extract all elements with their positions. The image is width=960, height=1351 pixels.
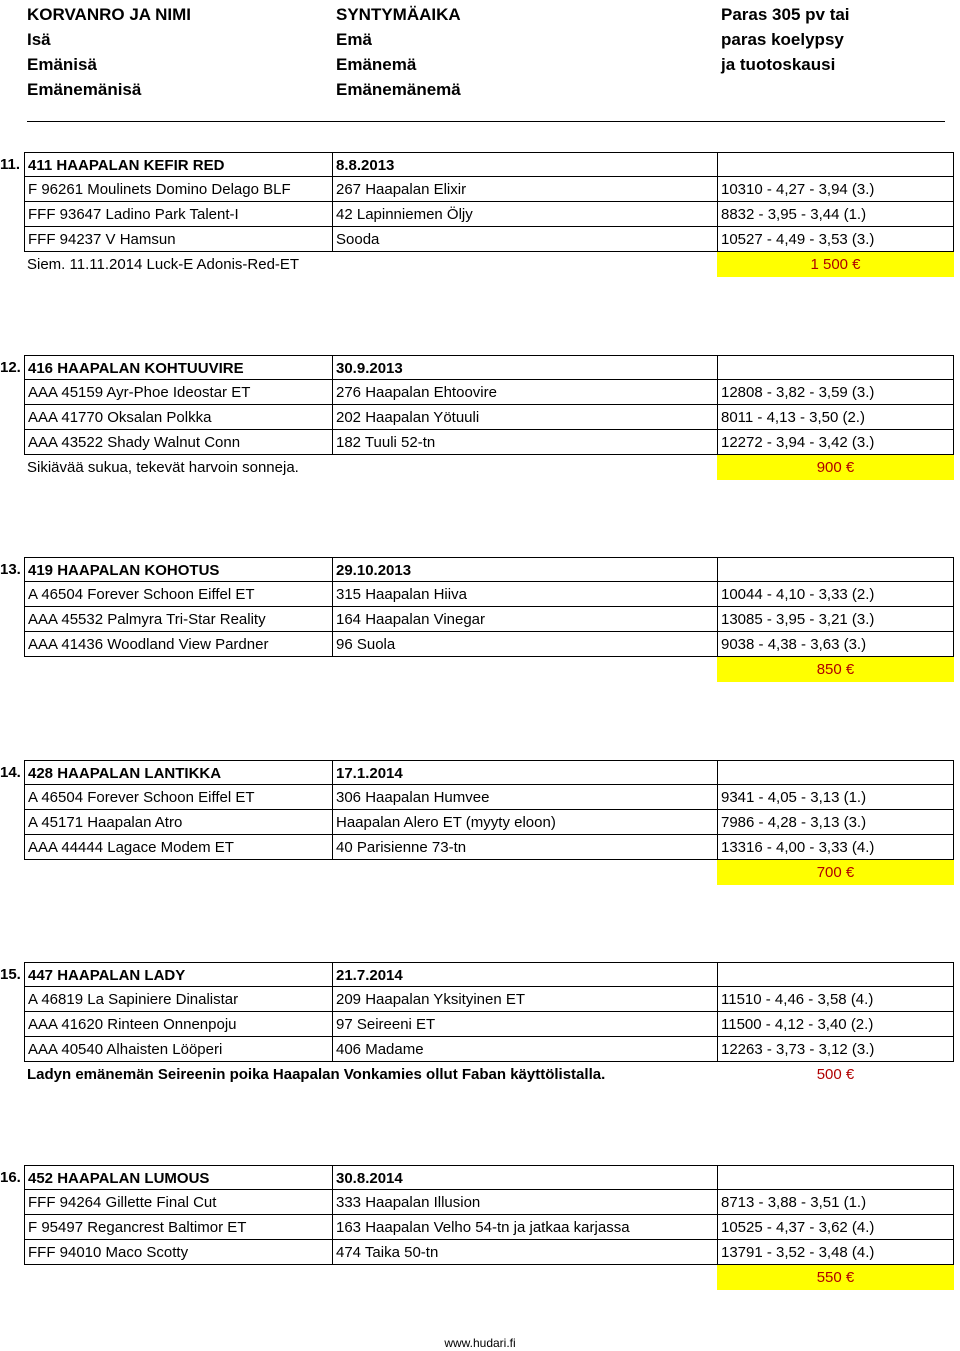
yield-cell: 10044 - 4,10 - 3,33 (2.) [717, 582, 954, 607]
column-header [0, 0, 960, 110]
table-row [24, 1012, 954, 1037]
dam-cell: 315 Haapalan Hiiva [332, 582, 717, 607]
animal-title: 411 HAAPALAN KEFIR RED [24, 152, 332, 177]
yield-cell: 9341 - 4,05 - 3,13 (1.) [717, 785, 954, 810]
animal-title: 419 HAAPALAN KOHOTUS [24, 557, 332, 582]
table-row [24, 202, 954, 227]
sire-cell: FFF 93647 Ladino Park Talent-I [24, 202, 332, 227]
header-label: paras koelypsy [721, 30, 844, 49]
dam-cell: 96 Suola [332, 632, 717, 657]
yield-cell: 11510 - 4,46 - 3,58 (4.) [717, 987, 954, 1012]
yield-cell: 13085 - 3,95 - 3,21 (3.) [717, 607, 954, 632]
table-row [24, 177, 954, 202]
title-row [24, 760, 954, 785]
sire-cell: AAA 45159 Ayr-Phoe Ideostar ET [24, 380, 332, 405]
empty-cell [717, 557, 954, 582]
yield-cell: 12263 - 3,73 - 3,12 (3.) [717, 1037, 954, 1062]
sire-cell: AAA 41436 Woodland View Pardner [24, 632, 332, 657]
table-row [24, 810, 954, 835]
price-tag: 700 € [717, 860, 954, 885]
dam-cell: 474 Taika 50-tn [332, 1240, 717, 1265]
header-label: Emänisä [27, 55, 97, 74]
dam-cell: 406 Madame [332, 1037, 717, 1062]
empty-cell [717, 760, 954, 785]
yield-cell: 8011 - 4,13 - 3,50 (2.) [717, 405, 954, 430]
birth-date: 29.10.2013 [332, 557, 717, 582]
sire-cell: AAA 43522 Shady Walnut Conn [24, 430, 332, 455]
sire-cell: AAA 44444 Lagace Modem ET [24, 835, 332, 860]
dam-cell: 40 Parisienne 73-tn [332, 835, 717, 860]
sire-cell: AAA 45532 Palmyra Tri-Star Reality [24, 607, 332, 632]
table-row [24, 1240, 954, 1265]
dam-cell: 267 Haapalan Elixir [332, 177, 717, 202]
header-label: SYNTYMÄAIKA [336, 5, 461, 24]
yield-cell: 13316 - 4,00 - 3,33 (4.) [717, 835, 954, 860]
header-divider [27, 121, 945, 122]
yield-cell: 13791 - 3,52 - 3,48 (4.) [717, 1240, 954, 1265]
sire-cell: FFF 94010 Maco Scotty [24, 1240, 332, 1265]
price-row [24, 1062, 954, 1087]
animal-title: 452 HAAPALAN LUMOUS [24, 1165, 332, 1190]
yield-cell: 12808 - 3,82 - 3,59 (3.) [717, 380, 954, 405]
price-row [24, 860, 954, 885]
dam-cell: 164 Haapalan Vinegar [332, 607, 717, 632]
birth-date: 8.8.2013 [332, 152, 717, 177]
dam-cell: Sooda [332, 227, 717, 252]
section-note [24, 860, 27, 885]
table-row [24, 632, 954, 657]
header-label: Emä [336, 30, 372, 49]
birth-date: 30.8.2014 [332, 1165, 717, 1190]
table-row [24, 1215, 954, 1240]
section-note: Sikiävää sukua, tekevät harvoin sonneja. [27, 459, 299, 476]
yield-cell: 10527 - 4,49 - 3,53 (3.) [717, 227, 954, 252]
table-row [24, 227, 954, 252]
yield-cell: 11500 - 4,12 - 3,40 (2.) [717, 1012, 954, 1037]
price-tag: 850 € [717, 657, 954, 682]
dam-cell: 97 Seireeni ET [332, 1012, 717, 1037]
table-row [24, 1037, 954, 1062]
footer-url: www.hudari.fi [444, 1336, 516, 1350]
dam-cell: 209 Haapalan Yksityinen ET [332, 987, 717, 1012]
dam-cell: 333 Haapalan Illusion [332, 1190, 717, 1215]
price-tag: 1 500 € [717, 252, 954, 277]
yield-cell: 8832 - 3,95 - 3,44 (1.) [717, 202, 954, 227]
price-tag: 500 € [816, 1066, 855, 1083]
pedigree-table [24, 962, 954, 1087]
sire-cell: A 46504 Forever Schoon Eiffel ET [24, 785, 332, 810]
header-label: ja tuotoskausi [721, 55, 836, 74]
section-number: 13. [0, 561, 21, 578]
title-row [24, 355, 954, 380]
price-row [24, 657, 954, 682]
yield-cell: 12272 - 3,94 - 3,42 (3.) [717, 430, 954, 455]
header-col-yield [721, 2, 850, 77]
birth-date: 21.7.2014 [332, 962, 717, 987]
price-row [24, 455, 954, 480]
table-row [24, 430, 954, 455]
empty-cell [717, 962, 954, 987]
sire-cell: AAA 41770 Oksalan Polkka [24, 405, 332, 430]
table-row [24, 582, 954, 607]
title-row [24, 1165, 954, 1190]
yield-cell: 7986 - 4,28 - 3,13 (3.) [717, 810, 954, 835]
dam-cell: 42 Lapinniemen Öljy [332, 202, 717, 227]
empty-cell [717, 1165, 954, 1190]
table-row [24, 607, 954, 632]
price-row [24, 1265, 954, 1290]
section-number: 15. [0, 966, 21, 983]
section-note: Siem. 11.11.2014 Luck-E Adonis-Red-ET [27, 256, 300, 273]
section-number: 11. [0, 156, 21, 173]
section-note: Ladyn emänemän Seireenin poika Haapalan Vonkamies ollut Faban käyttölistalla. [27, 1066, 606, 1083]
section-note [24, 1265, 27, 1290]
title-row [24, 962, 954, 987]
header-label: Isä [27, 30, 51, 49]
title-row [24, 152, 954, 177]
price-tag: 900 € [717, 455, 954, 480]
sire-cell: F 95497 Regancrest Baltimor ET [24, 1215, 332, 1240]
table-row [24, 835, 954, 860]
sire-cell: A 45171 Haapalan Atro [24, 810, 332, 835]
dam-cell: 163 Haapalan Velho 54-tn ja jatkaa karjassa [332, 1215, 717, 1240]
birth-date: 17.1.2014 [332, 760, 717, 785]
section-note [24, 657, 27, 682]
header-label: KORVANRO JA NIMI [27, 5, 192, 24]
sire-cell: FFF 94264 Gillette Final Cut [24, 1190, 332, 1215]
table-row [24, 987, 954, 1012]
sire-cell: A 46819 La Sapiniere Dinalistar [24, 987, 332, 1012]
table-row [24, 380, 954, 405]
pedigree-table [24, 355, 954, 480]
sire-cell: F 96261 Moulinets Domino Delago BLF [24, 177, 332, 202]
dam-cell: 202 Haapalan Yötuuli [332, 405, 717, 430]
header-col-birth [336, 2, 461, 102]
animal-title: 428 HAAPALAN LANTIKKA [24, 760, 332, 785]
empty-cell [717, 152, 954, 177]
sire-cell: AAA 41620 Rinteen Onnenpoju [24, 1012, 332, 1037]
pedigree-table [24, 152, 954, 277]
dam-cell: 182 Tuuli 52-tn [332, 430, 717, 455]
animal-title: 416 HAAPALAN KOHTUUVIRE [24, 355, 332, 380]
yield-cell: 8713 - 3,88 - 3,51 (1.) [717, 1190, 954, 1215]
header-label: Emänemänisä [27, 80, 142, 99]
title-row [24, 557, 954, 582]
dam-cell: 306 Haapalan Humvee [332, 785, 717, 810]
sire-cell: AAA 40540 Alhaisten Lööperi [24, 1037, 332, 1062]
header-label: Paras 305 pv tai [721, 5, 850, 24]
sire-cell: A 46504 Forever Schoon Eiffel ET [24, 582, 332, 607]
pedigree-table [24, 760, 954, 885]
animal-title: 447 HAAPALAN LADY [24, 962, 332, 987]
section-number: 16. [0, 1169, 21, 1186]
dam-cell: Haapalan Alero ET (myyty eloon) [332, 810, 717, 835]
header-col-name [27, 2, 191, 102]
pedigree-table [24, 557, 954, 682]
sire-cell: FFF 94237 V Hamsun [24, 227, 332, 252]
section-number: 12. [0, 359, 21, 376]
price-row [24, 252, 954, 277]
section-number: 14. [0, 764, 21, 781]
yield-cell: 10525 - 4,37 - 3,62 (4.) [717, 1215, 954, 1240]
table-row [24, 1190, 954, 1215]
yield-cell: 10310 - 4,27 - 3,94 (3.) [717, 177, 954, 202]
header-label: Emänemänemä [336, 80, 461, 99]
dam-cell: 276 Haapalan Ehtoovire [332, 380, 717, 405]
yield-cell: 9038 - 4,38 - 3,63 (3.) [717, 632, 954, 657]
table-row [24, 405, 954, 430]
birth-date: 30.9.2013 [332, 355, 717, 380]
pedigree-table [24, 1165, 954, 1290]
table-row [24, 785, 954, 810]
header-label: Emänemä [336, 55, 417, 74]
empty-cell [717, 355, 954, 380]
price-tag: 550 € [717, 1265, 954, 1290]
